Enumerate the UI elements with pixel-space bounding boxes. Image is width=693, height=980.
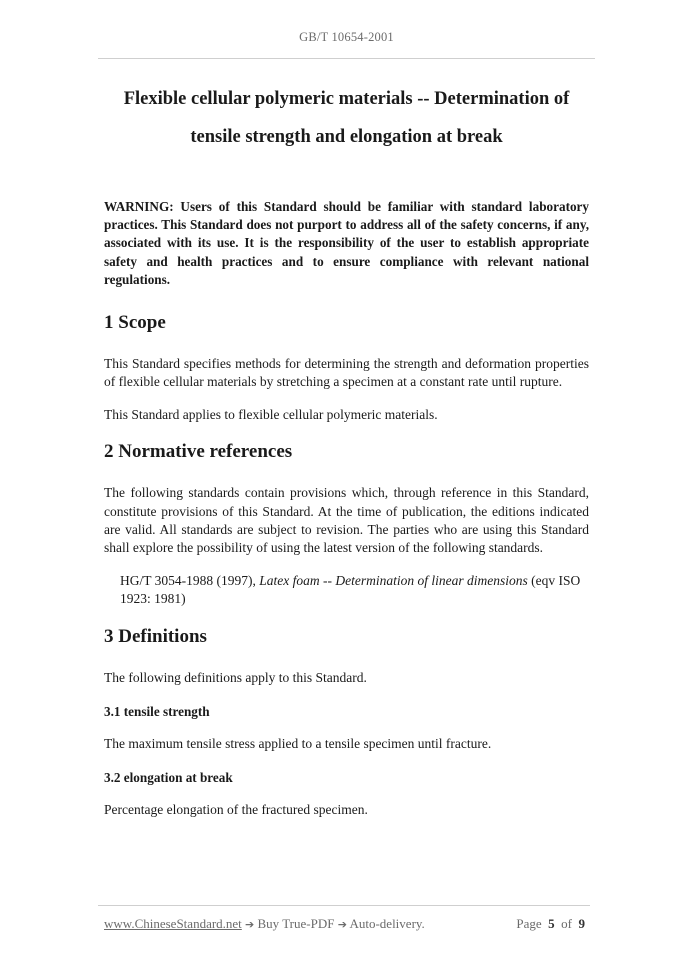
right-arrow-icon: ➔ [337, 918, 347, 931]
buy-true-pdf-text: Buy True-PDF [254, 916, 338, 931]
document-title [100, 80, 593, 156]
reference-prefix: HG/T 3054-1988 (1997), [120, 572, 260, 588]
auto-delivery-text: Auto-delivery. [346, 916, 425, 931]
header-divider [98, 58, 595, 59]
page-of-label: of [561, 916, 572, 931]
definition-text-elongation-at-break: Percentage elongation of the fractured specimen. [104, 802, 368, 818]
scope-paragraph-1: This Standard specifies methods for determining the strength and deformation properties of flexible cellular materials by stretching a specimen at a constant rate until rupture. [104, 356, 589, 390]
footer-promo [104, 916, 425, 932]
document-body [104, 198, 589, 820]
section-heading-scope: 1 Scope [104, 312, 166, 334]
definitions-intro: The following definitions apply to this Standard. [104, 669, 367, 685]
warning-notice: WARNING: Users of this Standard should be familiar with standard laboratory practices. This Standard does not purport to address all of the safety concerns, if any, associated with its use. It is the responsibility of the user to establish appropriate safety and health practices and to ensure compliance with relevant national regulations. [104, 199, 589, 287]
right-arrow-icon: ➔ [245, 918, 255, 931]
document-title-line-1: Flexible cellular polymeric materials -- Determination of [123, 89, 570, 109]
section-heading-normative-references: 2 Normative references [104, 441, 293, 463]
definition-term-tensile-strength: 3.1 tensile strength [104, 704, 210, 720]
page-current: 5 [548, 916, 555, 931]
footer-divider [98, 905, 590, 906]
document-title-line-2: tensile strength and elongation at break [190, 127, 503, 147]
page-total: 9 [578, 916, 585, 931]
reference-item [120, 572, 589, 609]
reference-suffix: (eqv ISO 1923: 1981) [120, 572, 581, 607]
page-footer [104, 916, 585, 932]
reference-title: Latex foam -- Determination of linear dimensions [259, 572, 528, 588]
page-number [516, 916, 585, 932]
page-label: Page [516, 916, 542, 931]
normative-references-paragraph: The following standards contain provisions which, through reference in this Standard, constitute provisions of this Standard. At the time of publication, the editions indicated are valid. All standards are subject to revision. The parties who are using this Standard shall explore the possibility of using the latest version of the following standards. [104, 485, 589, 556]
definition-text-tensile-strength: The maximum tensile stress applied to a tensile specimen until fracture. [104, 736, 492, 752]
scope-paragraph-2: This Standard applies to flexible cellular polymeric materials. [104, 406, 438, 422]
running-header: GB/T 10654-2001 [299, 30, 394, 44]
definition-term-elongation-at-break: 3.2 elongation at break [104, 770, 233, 786]
section-heading-definitions: 3 Definitions [104, 625, 207, 647]
site-link[interactable]: www.ChineseStandard.net [104, 916, 242, 931]
